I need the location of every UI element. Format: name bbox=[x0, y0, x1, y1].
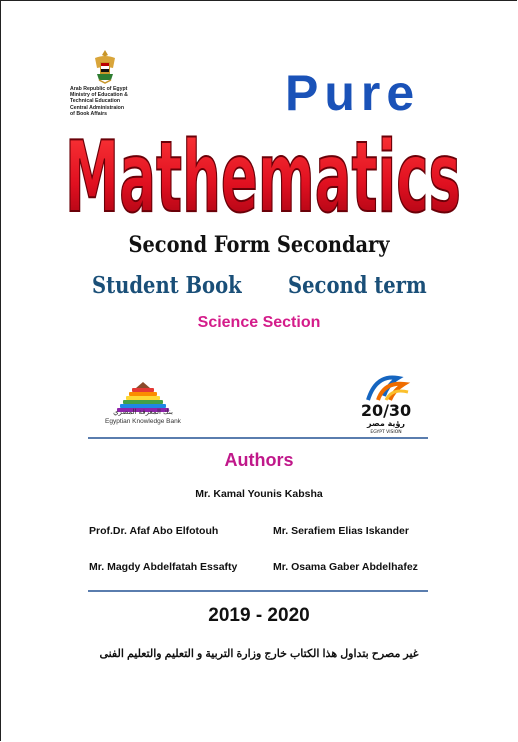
ministry-line: Central Administraion bbox=[70, 104, 124, 111]
distribution-notice: غير مصرح بتداول هذا الكتاب خارج وزارة التربية و التعليم والتعليم الفنى bbox=[99, 648, 419, 660]
author-name: Mr. Magdy Abdelfatah Essafty bbox=[89, 561, 238, 573]
ministry-line: Arab Republic of Egypt bbox=[70, 86, 128, 92]
vision-arabic: رؤية مصر bbox=[366, 419, 406, 428]
authors-heading: Authors bbox=[224, 450, 294, 470]
author-name: Mr. Kamal Younis Kabsha bbox=[195, 488, 323, 500]
vision-english: EGYPT VISION bbox=[370, 430, 402, 435]
book-type: Student Book bbox=[92, 272, 242, 299]
title-pure: Pure bbox=[285, 65, 421, 121]
ministry-line: Technical Education bbox=[70, 98, 121, 105]
term-label: Second term bbox=[288, 272, 427, 299]
egypt-eagle-emblem-icon bbox=[91, 48, 119, 84]
section-label: Science Section bbox=[197, 314, 321, 331]
divider-bottom bbox=[88, 590, 428, 592]
ministry-text bbox=[70, 86, 150, 117]
ministry-line: of Book Affairs bbox=[70, 110, 107, 117]
author-name: Prof.Dr. Afaf Abo Elfotouh bbox=[89, 525, 219, 537]
egypt-vision-2030-logo bbox=[358, 370, 414, 438]
academic-year: 2019 - 2020 bbox=[208, 605, 310, 626]
divider-top bbox=[88, 437, 428, 439]
title-mathematics bbox=[58, 118, 468, 226]
ekb-english-name: Egyptian Knowledge Bank bbox=[105, 418, 181, 425]
ekb-arabic-name: بنك المعرفة المصري bbox=[113, 409, 173, 416]
vision-number: 20/30 bbox=[360, 401, 412, 420]
author-name: Mr. Serafiem Elias Iskander bbox=[273, 525, 409, 537]
mathematics-text: Mathematics bbox=[65, 121, 461, 226]
grade-subtitle: Second Form Secondary bbox=[128, 232, 390, 258]
author-name: Mr. Osama Gaber Abdelhafez bbox=[273, 561, 418, 573]
ministry-line: Ministry of Education & bbox=[70, 92, 128, 99]
